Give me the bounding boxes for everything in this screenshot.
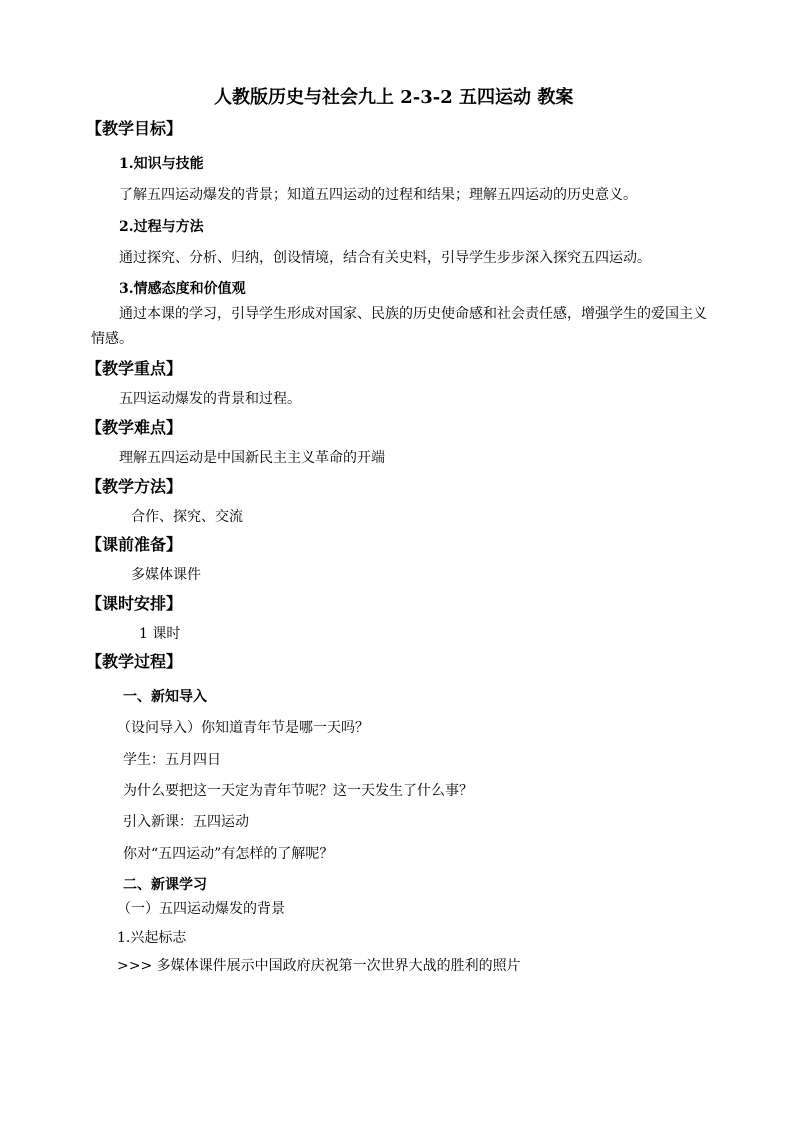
objective-process-text: 通过探究、分析、归纳，创设情境，结合有关史料，引导学生步步深入探究五四运动。 (119, 250, 651, 266)
objective-knowledge-text: 了解五四运动爆发的背景；知道五四运动的过程和结果；理解五四运动的历史意义。 (119, 187, 637, 203)
procedure-part2-heading: 二、新课学习 (123, 877, 207, 893)
procedure-part1-line: 引入新课：五四运动 (123, 814, 249, 830)
schedule-text: 1 课时 (139, 626, 181, 642)
procedure-part2-subheading: （一）五四运动爆发的背景 (117, 901, 285, 917)
objective-process-heading: 2.过程与方法 (119, 219, 204, 235)
section-heading-schedule: 【课时安排】 (86, 594, 183, 613)
procedure-part1-line: 你对“五四运动”有怎样的了解呢？ (123, 846, 334, 862)
procedure-part2-item-heading: 1.兴起标志 (117, 930, 187, 946)
section-heading-objectives: 【教学目标】 (86, 119, 183, 138)
section-heading-procedure: 【教学过程】 (86, 652, 183, 671)
objective-attitude-heading: 3.情感态度和价值观 (119, 281, 246, 297)
preparation-text: 多媒体课件 (131, 567, 201, 583)
section-heading-key-points: 【教学重点】 (86, 359, 183, 378)
objective-knowledge-heading: 1.知识与技能 (119, 156, 204, 172)
key-points-text: 五四运动爆发的背景和过程。 (119, 391, 301, 407)
procedure-part1-heading: 一、新知导入 (123, 689, 207, 705)
methods-text: 合作、探究、交流 (131, 509, 243, 525)
section-heading-preparation: 【课前准备】 (86, 535, 183, 554)
objective-attitude-text-line1: 通过本课的学习，引导学生形成对国家、民族的历史使命感和社会责任感，增强学生的爱国主义 (119, 306, 707, 322)
procedure-part1-line: 为什么要把这一天定为青年节呢？这一天发生了什么事？ (123, 783, 473, 799)
procedure-part2-item-text: >>> 多媒体课件展示中国政府庆祝第一次世界大战的胜利的照片 (117, 958, 521, 974)
section-heading-difficulties: 【教学难点】 (86, 418, 183, 437)
difficulties-text: 理解五四运动是中国新民主主义革命的开端 (119, 450, 385, 466)
objective-attitude-text-line2: 情感。 (91, 331, 133, 347)
document-title: 人教版历史与社会九上 2-3-2 五四运动 教案 (214, 87, 574, 108)
procedure-part1-line: 学生：五月四日 (123, 752, 221, 768)
procedure-part1-line: （设问导入）你知道青年节是哪一天吗？ (117, 720, 369, 736)
section-heading-methods: 【教学方法】 (86, 477, 183, 496)
